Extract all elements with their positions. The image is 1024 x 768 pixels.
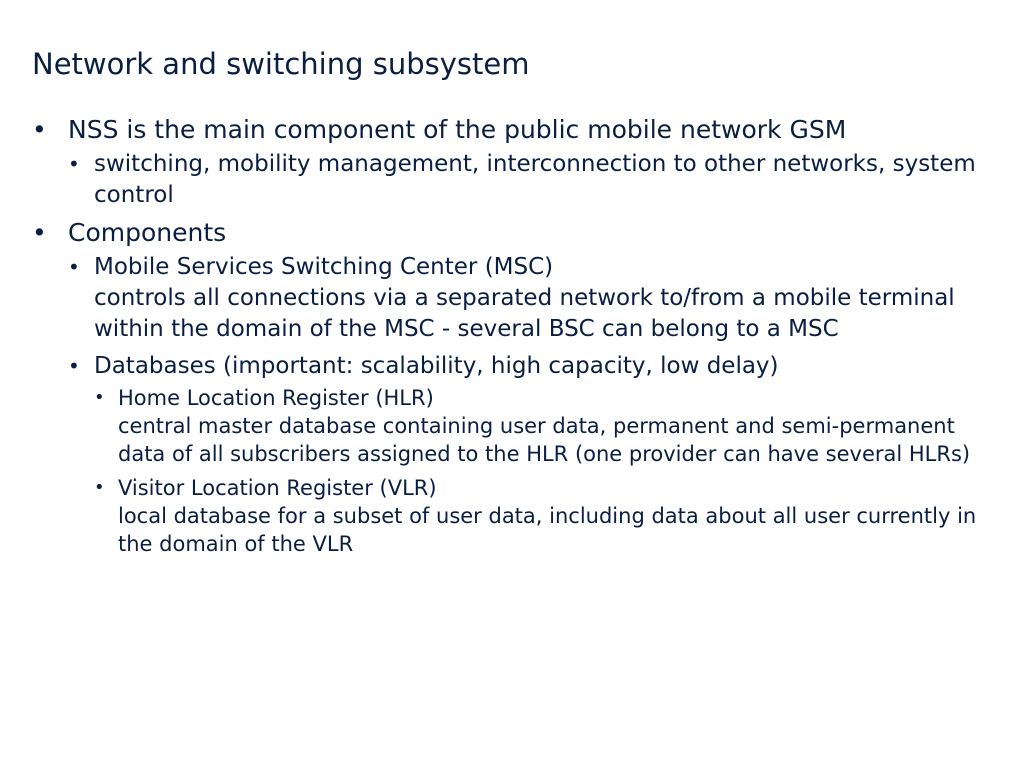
sub-bullet-text: Databases (important: scalability, high capacity, low delay) [94, 353, 779, 379]
sub-sub-bullet-heading: Home Location Register (HLR) [118, 386, 434, 410]
bullet-dot-icon: • [68, 255, 80, 279]
bullet-dot-icon: • [68, 152, 80, 176]
bullet-item-nss [32, 114, 1002, 211]
sub-bullet-list [68, 149, 1002, 211]
bullet-list [32, 114, 1002, 558]
sub-bullet-text: controls all connections via a separated network to/from a mobile terminal within the domain of the MSC - several BSC can belong to a MSC [94, 285, 955, 342]
sub-sub-bullet-heading: Visitor Location Register (VLR) [118, 476, 437, 500]
bullet-text: NSS is the main component of the public mobile network GSM [68, 115, 847, 144]
sub-sub-bullet-item-hlr [94, 384, 1002, 468]
bullet-text: Components [68, 218, 227, 247]
sub-sub-bullet-item-vlr [94, 474, 1002, 558]
sub-sub-bullet-text: central master database containing user data, permanent and semi-permanent data of all subscribers assigned to the HLR (one provider can have several HLRs) [118, 414, 971, 466]
sub-bullet-item-msc [68, 252, 1002, 345]
sub-bullet-item-functions [68, 149, 1002, 211]
bullet-dot-icon: • [32, 218, 47, 247]
slide-content [32, 114, 1002, 564]
bullet-dot-icon: • [94, 387, 105, 408]
sub-sub-bullet-list [94, 384, 1002, 558]
bullet-dot-icon: • [32, 115, 47, 144]
sub-sub-bullet-text: local database for a subset of user data, including data about all user currently in the domain of the VLR [118, 504, 977, 556]
bullet-dot-icon: • [68, 354, 80, 378]
sub-bullet-heading: Mobile Services Switching Center (MSC) [94, 254, 554, 280]
slide-title: Network and switching subsystem [32, 47, 530, 81]
sub-bullet-item-databases [68, 351, 1002, 558]
bullet-dot-icon: • [94, 477, 105, 498]
bullet-item-components [32, 217, 1002, 558]
sub-bullet-text: switching, mobility management, interconnection to other networks, system control [94, 151, 976, 208]
sub-bullet-list [68, 252, 1002, 558]
